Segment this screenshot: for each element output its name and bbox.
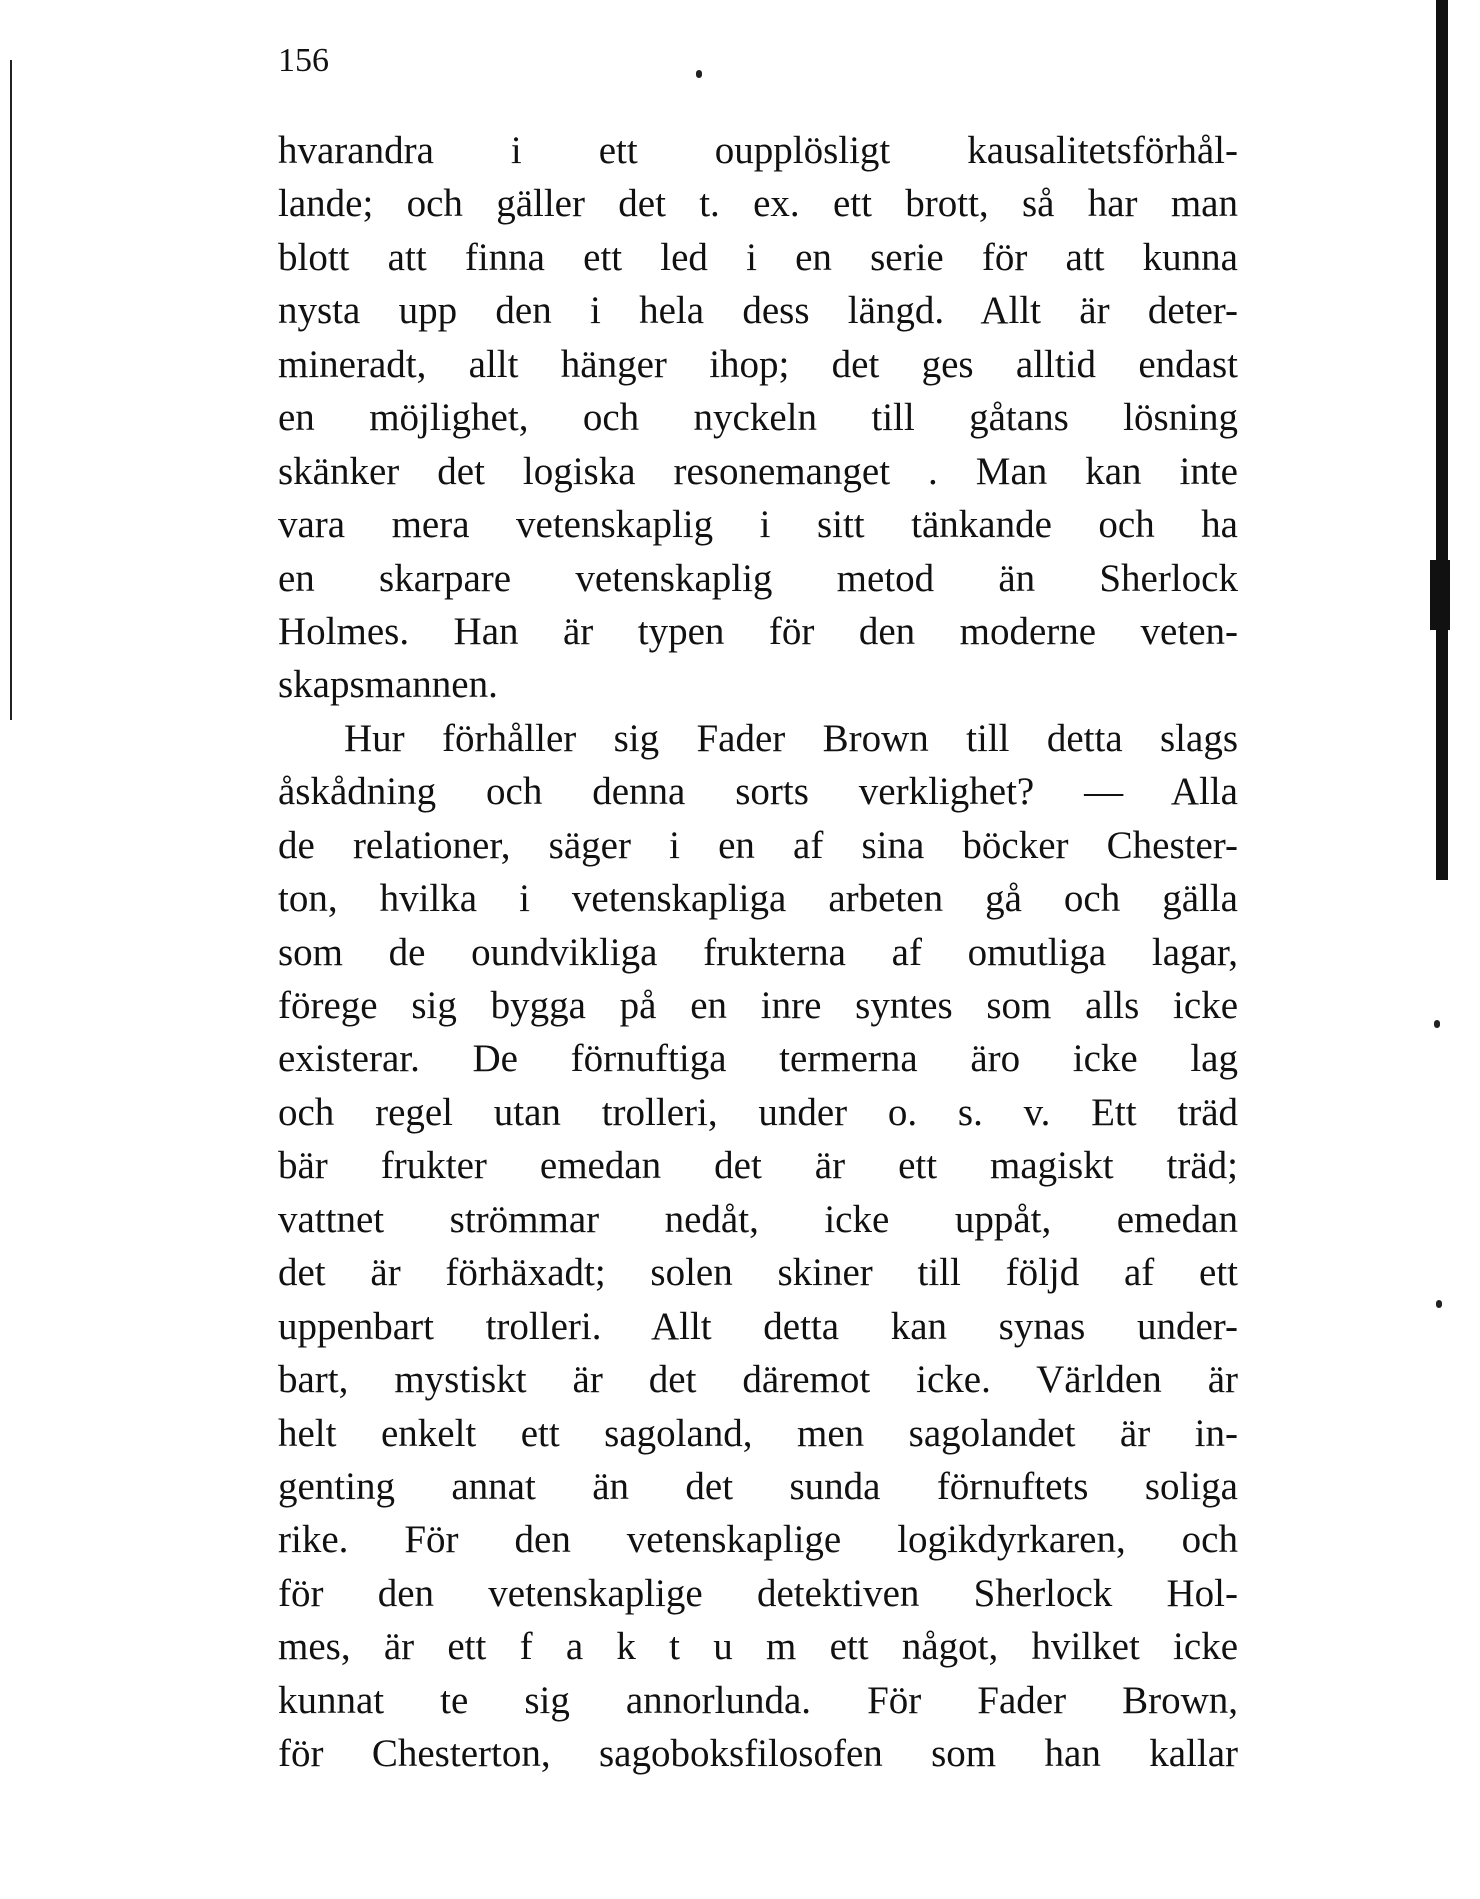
text-line: helt enkelt ett sagoland, men sagolandet är in- [278, 1411, 1238, 1455]
text-line: mes, är ett f a k t u m ett något, hvilket icke [278, 1625, 1238, 1669]
text-line: mineradt, allt hänger ihop; det ges alltid endast [278, 342, 1238, 386]
text-line: det är förhäxadt; solen skiner till följd af ett [278, 1251, 1238, 1295]
scan-speck [1434, 1020, 1440, 1028]
scan-gutter-shadow [1436, 0, 1448, 880]
text-line: för Chesterton, sagoboksfilosofen som han kallar [278, 1732, 1238, 1776]
text-line: en skarpare vetenskaplig metod än Sherlock [278, 556, 1238, 600]
text-line: rike. För den vetenskaplige logikdyrkaren, och [278, 1518, 1238, 1562]
text-line: uppenbart trolleri. Allt detta kan synas under- [278, 1304, 1238, 1348]
text-line: hvarandra i ett oupplösligt kausalitetsförhål- [278, 129, 1238, 172]
text-line: skänker det logiska resonemanget . Man kan inte [278, 449, 1238, 493]
scan-gutter-shadow-blob [1430, 560, 1450, 630]
text-line: kunnat te sig annorlunda. För Fader Brown, [278, 1678, 1238, 1722]
text-line: vara mera vetenskaplig i sitt tänkande och ha [278, 503, 1238, 547]
text-line: bart, mystiskt är det däremot icke. Världen är [278, 1358, 1238, 1402]
scan-edge-line [10, 60, 12, 720]
text-line: blott att finna ett led i en serie för att kunna [278, 235, 1238, 279]
text-line: existerar. De förnuftiga termerna äro icke lag [278, 1037, 1238, 1081]
text-line: ton, hvilka i vetenskapliga arbeten gå och gälla [278, 877, 1238, 921]
text-line: för den vetenskaplige detektiven Sherlock Hol- [278, 1571, 1238, 1615]
text-line: Hur förhåller sig Fader Brown till detta slags [344, 716, 1238, 760]
text-line: åskådning och denna sorts verklighet? — Alla [278, 770, 1238, 814]
text-line: och regel utan trolleri, under o. s. v. Ett träd [278, 1090, 1238, 1134]
text-line: bär frukter emedan det är ett magiskt träd; [278, 1144, 1238, 1188]
text-line: nysta upp den i hela dess längd. Allt är deter- [278, 289, 1238, 333]
text-line: Holmes. Han är typen för den moderne veten- [278, 609, 1238, 653]
text-line: genting annat än det sunda förnuftets soliga [278, 1464, 1238, 1508]
scan-speck [1436, 1300, 1442, 1308]
scan-speck [696, 70, 702, 78]
text-line: de relationer, säger i en af sina böcker Chester- [278, 823, 1238, 867]
text-line: vattnet strömmar nedåt, icke uppåt, emedan [278, 1197, 1238, 1241]
page-number: 156 [278, 42, 329, 79]
text-line: en möjlighet, och nyckeln till gåtans lösning [278, 396, 1238, 440]
text-line: lande; och gäller det t. ex. ett brott, så har man [278, 182, 1238, 226]
text-line: som de oundvikliga frukterna af omutliga lagar, [278, 930, 1238, 974]
text-line: skapsmannen. [278, 663, 498, 707]
body-text [278, 124, 1238, 1781]
text-line: förege sig bygga på en inre syntes som alls icke [278, 984, 1238, 1027]
